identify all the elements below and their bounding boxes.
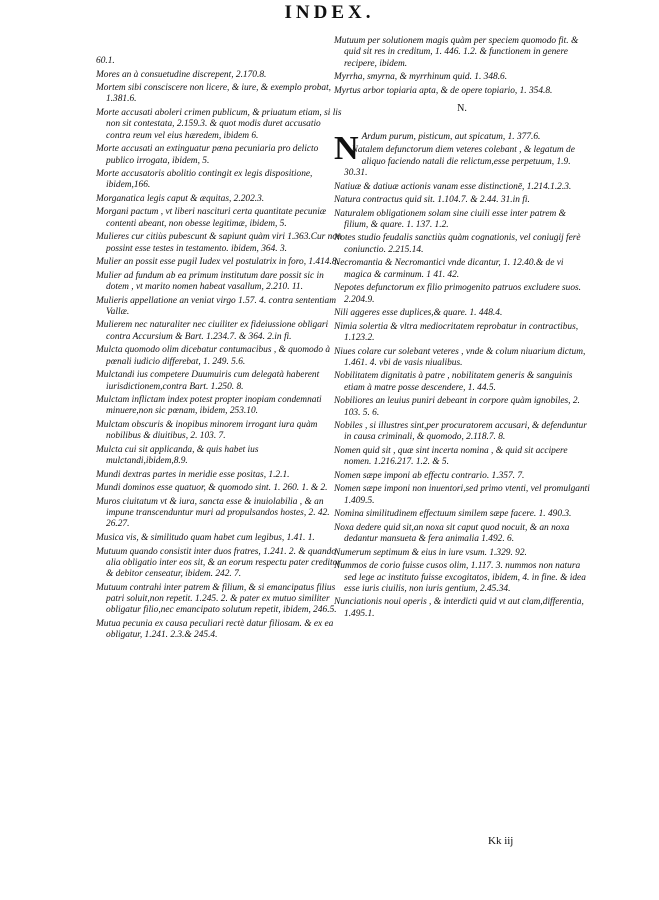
index-entry: Noxa dedere quid sit,an noxa sit caput quod nocuit, & an noxa dedantur mansueta & fera animalia 1.492. 6.: [334, 522, 570, 545]
index-entry: Mutuum quando consistit inter duos fratres, 1.241. 2. & quando alia obligatio inter eos sit, & an eorum respectu pater creditor & debitor censeatur, ibidem. 242. 7.: [96, 546, 341, 580]
index-entry: Mutuum per solutionem magis quàm per speciem quomodo fit. & quid sit res in creditum, 1. 446. 1.2. & functionem in genere recipere, ibidem.: [334, 36, 579, 69]
index-entry: Niues colare cur solebant veteres , vnde & colum niuarium dictum, 1.461. 4. vbi de vasis niualibus.: [334, 346, 586, 368]
index-entry: Mulierem nec naturaliter nec ciuiliter ex fideiussione obligari contra Accursium & Bart. 1.234.7. & 364. 2.in fi.: [96, 320, 329, 342]
index-entry: Natalem defunctorum diem veteres colebant , & legatum de aliquo faciendo natali die relictum,esse perpetuum, 1.9. 30.31.: [344, 145, 575, 178]
index-entry: Mortem sibi consciscere non licere, & iure, & exemplo probat, 1.381.6.: [96, 83, 332, 105]
dropcap-letter: N: [334, 129, 359, 167]
index-entry: 60.1.: [96, 56, 115, 66]
index-entry: Nummos de corio fuisse cusos olim, 1.117. 3. nummos non natura sed lege ac instituto fuisse excogitatos, ibidem, 4. in fine. & idea esse iuris ciuilis, non iuris gentium, 2.45.34.: [334, 561, 586, 594]
index-entry: Mulcta quomodo olim dicebatur contumacibus , & quomodo à pœnali iudicio differebat, 1. 249. 5.6.: [96, 345, 331, 367]
right-column: [334, 36, 590, 622]
right-entry-list: [334, 145, 590, 620]
index-entry: Mutuum contrahi inter patrem & filium, & si emancipatus filius patri soluit,non repetit. 1.245. 2. & pater ex mutuo similiter obligatur filio,nec emancipato solutum repetit, ibidem, 246.5.: [96, 582, 337, 616]
index-entry: Nimia solertia & vltra mediocritatem reprobatur in contractibus, 1.123.2.: [334, 321, 579, 343]
signature-mark: Kk iij: [488, 835, 514, 847]
index-entry: Nobiles , si illustres sint,per procuratorem accusari, & defenduntur in causa criminali, & quomodo, 2.118.7. 8.: [334, 421, 587, 443]
index-entry: Naturalem obligationem solam sine ciuili esse inter patrem & filium, & quare. 1. 137. 1.2.: [334, 208, 566, 230]
index-entry: Nobilitatem dignitatis à patre , nobilitatem generis & sanguinis etiam à matre posse descendere, 1. 44.5.: [334, 371, 573, 393]
index-entry: Nili aggeres esse duplices,& quare. 1. 448.4.: [334, 308, 503, 319]
index-entry: Nomina similitudinem effectuum similem sæpe facere. 1. 490.3.: [334, 509, 572, 520]
index-entry: Nomen sæpe imponi non inuentori,sed primo vtenti, vel promulganti 1.409.5.: [334, 484, 590, 506]
index-entry: Morganatica legis caput & æquitas, 2.202.3.: [96, 193, 265, 204]
index-entry: Nunciationis noui operis , & interdicti quid vt aut clam,differentia, 1.495.1.: [334, 597, 584, 619]
index-entry: Nobiliores an leuius puniri debeant in corpore quàm ignobiles, 2. 103. 5. 6.: [334, 396, 580, 418]
left-entry-list: [96, 56, 342, 642]
index-entry: Necromantia & Necromantici vnde dicantur, 1. 12.40.& de vi magica & carminum. 1 41. 42.: [334, 258, 564, 280]
left-column: [96, 56, 342, 644]
index-entry: Nepotes defunctorum ex filio primogenito patruos excludere suos. 2.204.9.: [334, 283, 582, 305]
right-entry-list-top: [334, 36, 590, 97]
section-letter: N.: [457, 103, 467, 115]
index-entry: Myrtus arbor topiaria apta, & de opere topiario, 1. 354.8.: [334, 85, 553, 96]
index-entry: Natura contractus quid sit. 1.104.7. & 2.44. 31.in fi.: [334, 195, 530, 206]
index-entry: Nomen quid sit , quæ sint incerta nomina , & quid sit accipere nomen. 1.216.217. 1.2. & 5.: [334, 446, 568, 468]
index-entry: Notes studio feudalis sanctiùs quàm cognationis, vel coniugij ferè coniunctio. 2.215.14.: [334, 233, 581, 255]
index-entry: Natiuæ & datiuæ actionis vanam esse distinctionē, 1.214.1.2.3.: [334, 181, 572, 192]
index-entry: Musica vis, & similitudo quam habet cum legibus, 1.41. 1.: [96, 533, 315, 543]
index-entry: Mulier an possit esse pugil Iudex vel postulatrix in foro, 1.414.8.: [96, 257, 339, 268]
index-entry: Mulieres cur citiùs pubescunt & sapiunt quàm viri 1.363.Cur non possint esse testes in testamento. ibidem, 364. 3.: [96, 232, 342, 254]
index-entry: Morte accusati an extinguatur pœna pecuniaria pro delicto publico irrogata, ibidem, 5.: [96, 144, 319, 166]
index-entry: Morgani pactum , vt liberi nascituri certa quantitate pecuniæ contenti abeant, non obesse legitimæ, ibidem, 5.: [96, 207, 327, 229]
index-entry: Morte accusatoris abolitio contingit ex legis dispositione, ibidem,166.: [96, 169, 313, 191]
index-entry: Mores an à consuetudine discrepent, 2.170.8.: [96, 69, 267, 80]
index-entry: Mulctam inflictam index potest propter inopiam condemnati minuere,non sic pœnam, ibidem, 253.10.: [96, 395, 322, 417]
index-entry: Muros ciuitatum vt & iura, sancta esse & inuiolabilia , & an impune transcenduntur muri ad propulsandos hostes, 2. 42. 26.27.: [96, 496, 330, 530]
index-entry: Numerum septimum & eius in iure vsum. 1.329. 92.: [334, 547, 527, 558]
index-entry: Nomen sæpe imponi ab effectu contrario. 1.357. 7.: [334, 470, 525, 481]
dropcap-entry-text: Ardum purum, pisticum, aut spicatum, 1. 377.6.: [361, 131, 541, 142]
index-entry: Mulier ad fundum ab ea primum institutum dare possit sic in dotem , vt marito nomen habeat vasallum, 2.210. 11.: [96, 270, 324, 293]
index-entry: Mundi dextras partes in meridie esse positas, 1.2.1.: [96, 469, 290, 480]
index-entry: Myrrha, smyrna, & myrrhinum quid. 1. 348.6.: [334, 72, 508, 83]
index-entry: Mulctandi ius competere Duumuiris cum delegatà haberent iurisdictionem,contra Bart. 1.250. 8.: [96, 370, 320, 392]
index-entry: Mutua pecunia ex causa peculiari rectè datur filiosam. & ex ea obligatur, 1.241. 2.3.& 245.4.: [96, 618, 334, 641]
page-title: INDEX.: [284, 2, 375, 23]
index-entry: Morte accusati aboleri crimen publicum, & priuatum etiam, si lis non sit contestata, 2.159.3. & quot modis duret accusatio contra reum vel eius hæredem, ibidem 6.: [96, 107, 342, 141]
index-entry: Mulcta cui sit applicanda, & quis habet ius mulctandi,ibidem,8.9.: [96, 444, 259, 467]
index-entry: Mulieris appellatione an veniat virgo 1.57. 4. contra sententiam Vallæ.: [96, 295, 336, 317]
index-entry: Mundi dominos esse quatuor, & quomodo sint. 1. 260. 1. & 2.: [96, 483, 328, 494]
index-entry: Mulctam obscuris & inopibus minorem irrogant iura quàm nobilibus & diuitibus, 2. 103. 7.: [96, 419, 318, 442]
